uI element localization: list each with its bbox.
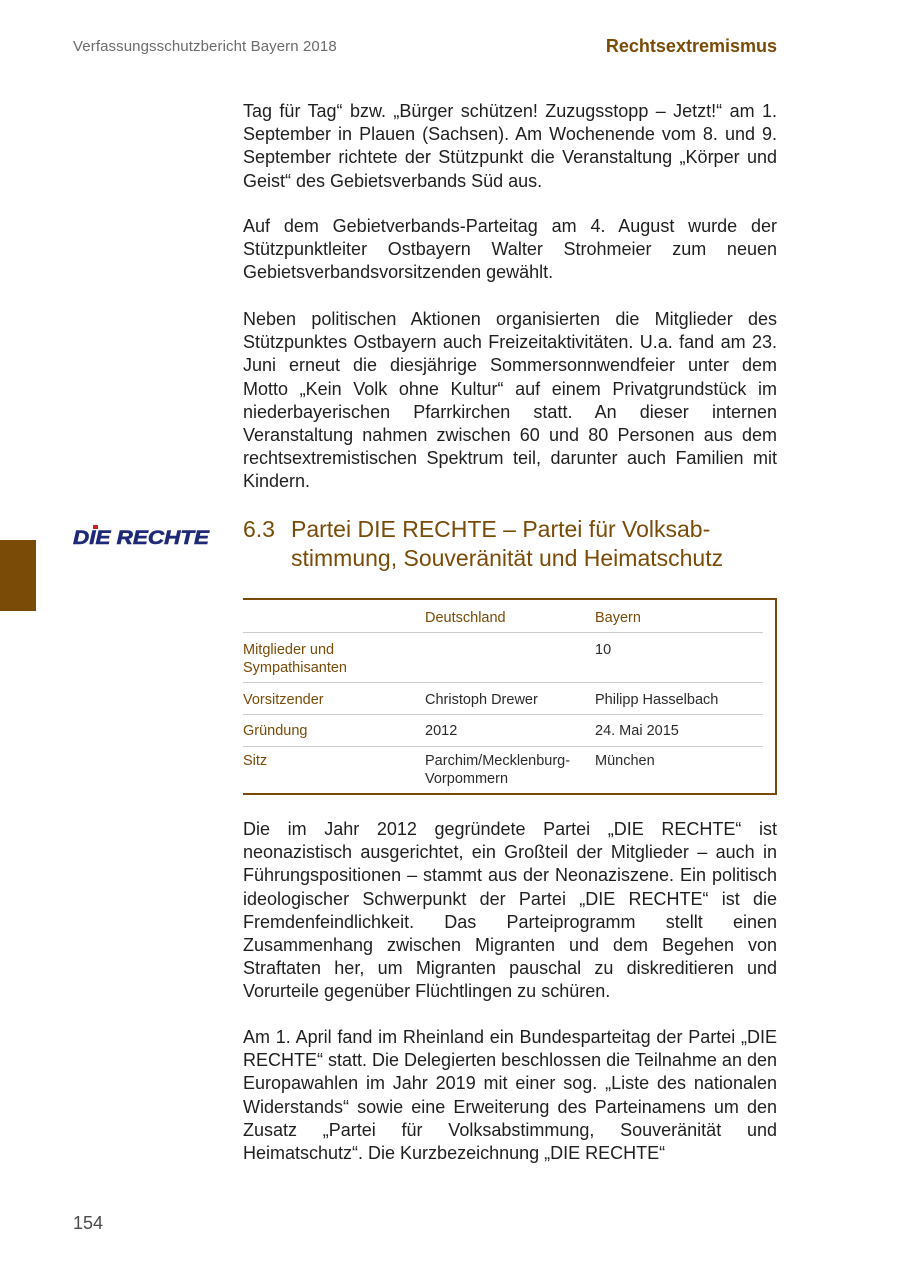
row-bayern: 10: [595, 642, 612, 658]
row-label: Gründung: [243, 723, 308, 739]
row-deutschland: Christoph Drewer: [425, 692, 538, 708]
row-bayern: 24. Mai 2015: [595, 723, 679, 739]
row-bayern: München: [595, 753, 655, 769]
row-label: Mitglieder und Sympathisanten: [243, 642, 347, 676]
logo-text: DIE RECHTE: [73, 528, 211, 549]
table-row: [243, 632, 763, 683]
running-header-chapter: Rechtsextremismus: [605, 36, 777, 56]
row-deutschland: 2012: [425, 723, 458, 739]
paragraph-5: Am 1. April fand im Rheinland ein Bundesparteitag der Partei „DIE RECHTE“ statt. Die Delegierten beschlossen die Teilnahme an den Europawahlen im Jahr 2019 mit einer sog. „Liste des nationalen Widerstands“ sowie eine Erweiterung des Parteinamens um den Zusatz „Partei für Volksabstimmung, Souveränität und Heimatschutz“. Die Kurzbezeichnung „DIE RECHTE“: [243, 1027, 777, 1164]
row-deutschland: Parchim/Mecklenburg-Vorpommern: [425, 753, 571, 787]
party-info-table: [243, 598, 777, 795]
table-header-bayern: Bayern: [595, 610, 641, 626]
paragraph-2: Auf dem Gebietverbands-Parteitag am 4. August wurde der Stützpunktleiter Ostbayern Walter Strohmeier zum neuen Gebietsverbandsvorsitzenden gewählt.: [243, 216, 777, 283]
page-number: 154: [73, 1213, 104, 1233]
table-header-deutschland: Deutschland: [425, 610, 506, 626]
table-row: [243, 682, 763, 715]
table-row: [243, 714, 763, 747]
section-heading: [243, 515, 803, 573]
table-header-row: [243, 600, 763, 633]
section-number: 6.3: [243, 516, 275, 542]
table-row: [243, 746, 763, 794]
die-rechte-logo: [73, 524, 211, 549]
section-title-line2: stimmung, Souveränität und Heimatschutz: [291, 545, 724, 571]
section-title-line1: Partei DIE RECHTE – Partei für Volksab-: [291, 516, 711, 542]
paragraph-3: Neben politischen Aktionen organisierten die Mitglieder des Stützpunktes Ostbayern auch Freizeitaktivitäten. U.a. fand am 23. Juni erneut die diesjährige Sommersonnwendfeier unter dem Motto „Kein Volk ohne Kultur“ auf einem Privatgrundstück im niederbayerischen Pfarrkirchen statt. An dieser internen Veranstaltung nahmen zwischen 60 und 80 Personen aus dem rechtsextremistischen Spektrum teil, darunter auch Familien mit Kindern.: [243, 309, 777, 492]
paragraph-1: Tag für Tag“ bzw. „Bürger schützen! Zuzugsstopp – Jetzt!“ am 1. September in Plauen (Sachsen). Am Wochenende vom 8. und 9. September richtete der Stützpunkt die Veranstaltung „Körper und Geist“ des Gebietsverbands Süd aus.: [243, 101, 777, 191]
row-label: Sitz: [243, 753, 268, 769]
row-bayern: Philipp Hasselbach: [595, 692, 719, 708]
chapter-side-tab: [0, 540, 36, 611]
row-label: Vorsitzender: [243, 692, 324, 708]
paragraph-4: Die im Jahr 2012 gegründete Partei „DIE RECHTE“ ist neonazistisch ausgerichtet, ein Großteil der Mitglieder – auch in Führungspositionen – stammt aus der Neonaziszene. Ein politisch ideologischer Schwerpunkt der Partei „DIE RECHTE“ ist die Fremdenfeindlichkeit. Das Parteiprogramm stellt einen Zusammenhang zwischen Migranten und dem Begehen von Straftaten her, um Migranten pauschal zu diskreditieren und Vorurteile gegenüber Flüchtlingen zu schüren.: [243, 819, 777, 1002]
running-header-title: Verfassungsschutzbericht Bayern 2018: [73, 38, 337, 55]
